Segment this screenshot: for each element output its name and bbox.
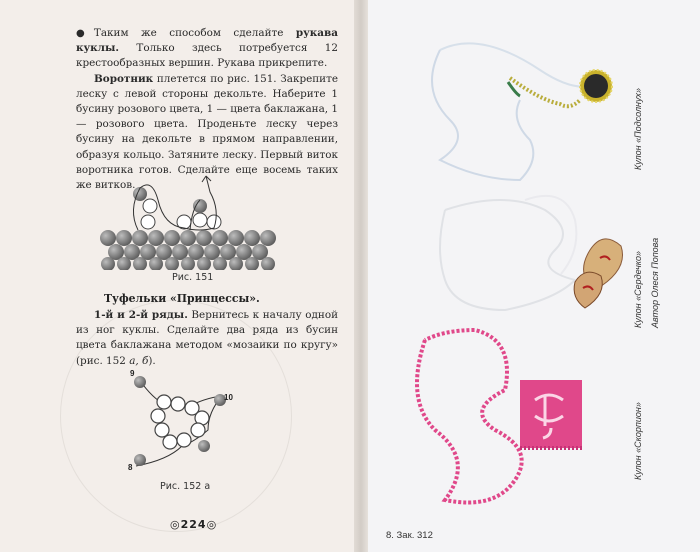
- page-number-ornament-left: ◎: [170, 518, 181, 531]
- label-10: 10: [224, 393, 233, 402]
- photo-scorpion-pendant: [395, 320, 625, 520]
- figure-151-caption: Рис. 151: [172, 272, 214, 283]
- page-number: ◎224◎: [170, 518, 218, 531]
- bead-base-rows: [100, 230, 276, 270]
- figure-152a-caption: Рис. 152 а: [160, 481, 211, 492]
- light-beads: [151, 395, 209, 449]
- shoes-text: [76, 308, 338, 369]
- bullet-icon: ●: [76, 28, 94, 39]
- page-footer: 8. Зак. 312: [386, 530, 433, 541]
- coupon-label-sunflower: Кулон «Подсолнух»: [633, 88, 643, 170]
- section-heading: Туфельки «Принцессы».: [104, 292, 260, 305]
- photo-sunflower-pendant: [420, 30, 630, 190]
- figure-152a-triangle-diagram: [124, 364, 234, 474]
- figure-151-collar-diagram: [88, 170, 288, 270]
- instructions-text: [76, 26, 338, 193]
- dark-beads: [134, 376, 226, 466]
- paragraph-sleeves: ●Таким же способом сделайте рукава куклы. Только здесь потребуется 12 крестообразных вершин. Рукава прикрепите.: [76, 27, 338, 70]
- collar-loop-beads: [141, 199, 221, 229]
- thread-path: [136, 378, 222, 466]
- label-9: 9: [130, 369, 135, 378]
- paragraph-collar: Воротник плетется по рис. 151. Закрепите леску с левой стороны декольте. Наберите 1 бусину розового цвета, 1 — цвета баклажана, 1 — розового цвета. Проденьте леску через бусину на декольте в прямом направлении, образуя кольцо. Затяните леску. Первый виток воротника готов. Сделайте еще восемь таких же витков.: [76, 72, 338, 192]
- photo-heart-pendant: [425, 190, 635, 330]
- coupon-label-scorpion: Кулон «Скорпион»: [633, 402, 643, 480]
- book-gutter: [354, 0, 368, 552]
- page-number-ornament-right: ◎: [206, 518, 218, 531]
- paragraph-rows: 1-й и 2-й ряды. Вернитесь к началу одной из ног куклы. Сделайте два ряда из бусин цвета баклажана методом «мозаики по кругу» (рис. 152 а, б).: [76, 309, 338, 367]
- coupon-label-heart: Кулон «Сердечко»: [633, 250, 643, 328]
- coupon-author: Автор Олеся Попова: [650, 237, 660, 328]
- label-8: 8: [128, 463, 133, 472]
